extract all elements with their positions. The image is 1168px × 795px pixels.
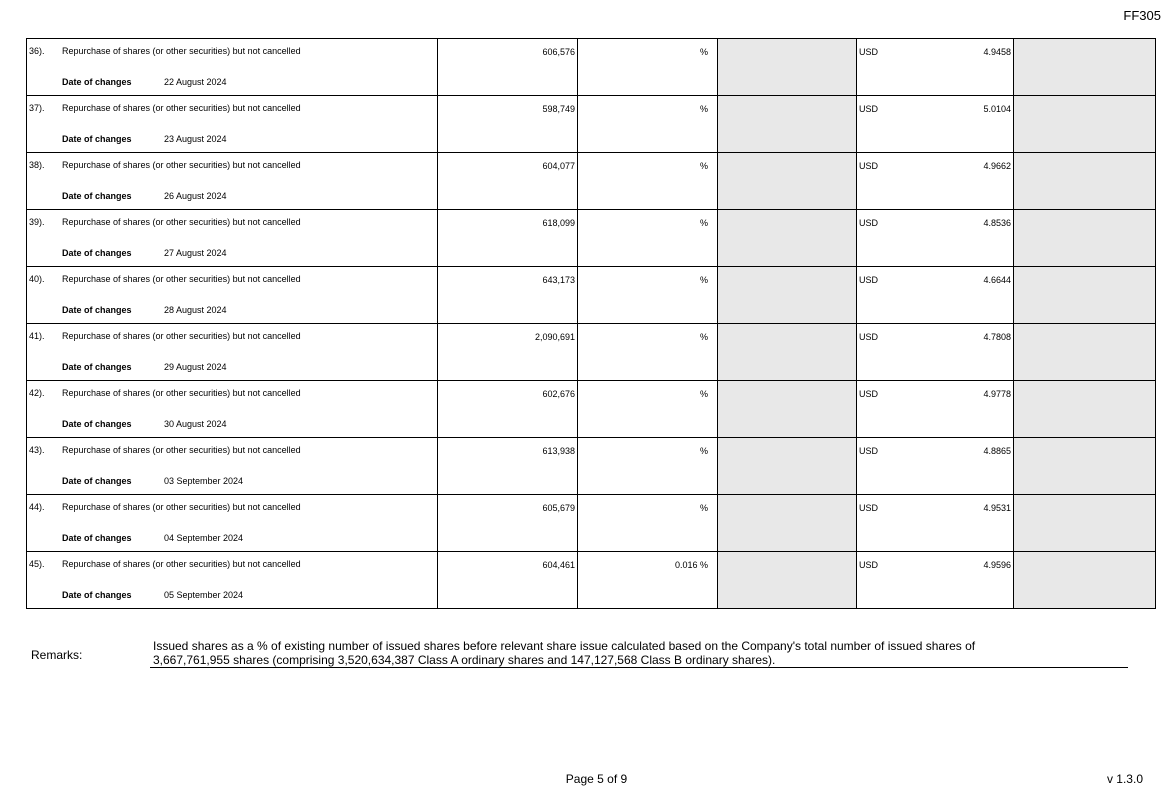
description-cell <box>27 438 438 495</box>
shares-cell <box>438 381 578 438</box>
table-row <box>27 495 1156 552</box>
remarks-line-2: 3,667,761,955 shares (comprising 3,520,634,387 Class A ordinary shares and 147,127,568 Class B ordinary shares). <box>153 653 776 667</box>
description-cell <box>27 324 438 381</box>
table-row <box>27 438 1156 495</box>
table-row <box>27 552 1156 609</box>
shares-cell <box>438 324 578 381</box>
price-cell <box>857 438 1014 495</box>
price-cell <box>857 96 1014 153</box>
change-description: Repurchase of shares (or other securities) but not cancelled <box>62 217 301 227</box>
price-cell <box>857 267 1014 324</box>
remarks-label: Remarks: <box>31 648 83 662</box>
percent-cell <box>578 210 718 267</box>
number-of-shares: 606,576 <box>542 47 575 57</box>
shaded-cell <box>1014 210 1156 267</box>
table-row <box>27 96 1156 153</box>
shaded-cell <box>718 552 857 609</box>
shaded-cell <box>1014 267 1156 324</box>
percent-cell <box>578 438 718 495</box>
form-code: FF305 <box>1123 8 1161 23</box>
shaded-cell <box>718 267 857 324</box>
date-of-changes-label: Date of changes <box>62 77 132 87</box>
shaded-cell <box>1014 552 1156 609</box>
price-cell <box>857 324 1014 381</box>
percent-cell <box>578 96 718 153</box>
currency-code: USD <box>859 275 879 285</box>
price-cell <box>857 210 1014 267</box>
shaded-cell <box>718 39 857 96</box>
percent-of-issued-shares: % <box>699 218 708 228</box>
price-cell <box>857 381 1014 438</box>
percent-of-issued-shares: % <box>699 104 708 114</box>
row-number: 40). <box>29 274 45 284</box>
share-changes-table <box>26 38 1156 609</box>
price-per-share: 4.8865 <box>983 446 1011 456</box>
table-row <box>27 267 1156 324</box>
shares-cell <box>438 96 578 153</box>
date-of-changes-value: 22 August 2024 <box>164 77 227 87</box>
date-of-changes-value: 27 August 2024 <box>164 248 227 258</box>
table-row <box>27 381 1156 438</box>
percent-of-issued-shares: % <box>699 275 708 285</box>
number-of-shares: 613,938 <box>542 446 575 456</box>
percent-of-issued-shares: % <box>699 161 708 171</box>
row-number: 36). <box>29 46 45 56</box>
number-of-shares: 643,173 <box>542 275 575 285</box>
date-of-changes-value: 04 September 2024 <box>164 533 244 543</box>
date-of-changes-label: Date of changes <box>62 191 132 201</box>
table-row <box>27 153 1156 210</box>
percent-cell <box>578 267 718 324</box>
shaded-cell <box>1014 153 1156 210</box>
change-description: Repurchase of shares (or other securities) but not cancelled <box>62 274 301 284</box>
shaded-cell <box>718 324 857 381</box>
price-per-share: 5.0104 <box>983 104 1011 114</box>
shaded-cell <box>718 381 857 438</box>
price-per-share: 4.9778 <box>983 389 1011 399</box>
page-number: Page 5 of 9 <box>565 772 628 786</box>
number-of-shares: 604,461 <box>542 560 575 570</box>
date-of-changes-label: Date of changes <box>62 362 132 372</box>
currency-code: USD <box>859 104 879 114</box>
description-cell <box>27 96 438 153</box>
shares-cell <box>438 495 578 552</box>
number-of-shares: 598,749 <box>542 104 575 114</box>
percent-cell <box>578 495 718 552</box>
currency-code: USD <box>859 47 879 57</box>
shares-cell <box>438 552 578 609</box>
table-row <box>27 210 1156 267</box>
number-of-shares: 2,090,691 <box>534 332 575 342</box>
change-description: Repurchase of shares (or other securities) but not cancelled <box>62 388 301 398</box>
currency-code: USD <box>859 446 879 456</box>
row-number: 38). <box>29 160 45 170</box>
date-of-changes-value: 23 August 2024 <box>164 134 227 144</box>
change-description: Repurchase of shares (or other securities) but not cancelled <box>62 445 301 455</box>
number-of-shares: 602,676 <box>542 389 575 399</box>
change-description: Repurchase of shares (or other securities) but not cancelled <box>62 331 301 341</box>
version-label: v 1.3.0 <box>1106 772 1143 786</box>
percent-cell <box>578 552 718 609</box>
currency-code: USD <box>859 389 879 399</box>
description-cell <box>27 153 438 210</box>
price-per-share: 4.9531 <box>983 503 1011 513</box>
row-number: 41). <box>29 331 45 341</box>
date-of-changes-value: 28 August 2024 <box>164 305 227 315</box>
price-per-share: 4.8536 <box>983 218 1011 228</box>
change-description: Repurchase of shares (or other securities) but not cancelled <box>62 160 301 170</box>
shaded-cell <box>718 96 857 153</box>
percent-cell <box>578 153 718 210</box>
shaded-cell <box>1014 39 1156 96</box>
percent-of-issued-shares: % <box>699 332 708 342</box>
table-body <box>27 39 1156 609</box>
percent-of-issued-shares: % <box>699 47 708 57</box>
description-cell <box>27 210 438 267</box>
shares-cell <box>438 153 578 210</box>
date-of-changes-label: Date of changes <box>62 533 132 543</box>
shaded-cell <box>1014 381 1156 438</box>
date-of-changes-value: 29 August 2024 <box>164 362 227 372</box>
date-of-changes-label: Date of changes <box>62 419 132 429</box>
price-per-share: 4.9458 <box>983 47 1011 57</box>
date-of-changes-value: 30 August 2024 <box>164 419 227 429</box>
date-of-changes-label: Date of changes <box>62 134 132 144</box>
shares-cell <box>438 39 578 96</box>
date-of-changes-label: Date of changes <box>62 305 132 315</box>
row-number: 39). <box>29 217 45 227</box>
date-of-changes-label: Date of changes <box>62 248 132 258</box>
price-per-share: 4.7808 <box>983 332 1011 342</box>
date-of-changes-value: 03 September 2024 <box>164 476 244 486</box>
description-cell <box>27 495 438 552</box>
description-cell <box>27 552 438 609</box>
percent-cell <box>578 324 718 381</box>
price-cell <box>857 552 1014 609</box>
change-description: Repurchase of shares (or other securities) but not cancelled <box>62 46 301 56</box>
date-of-changes-value: 26 August 2024 <box>164 191 227 201</box>
remarks-text <box>150 639 1128 668</box>
table-row <box>27 39 1156 96</box>
shaded-cell <box>718 495 857 552</box>
percent-of-issued-shares: % <box>699 389 708 399</box>
date-of-changes-label: Date of changes <box>62 590 132 600</box>
shares-cell <box>438 267 578 324</box>
number-of-shares: 604,077 <box>542 161 575 171</box>
row-number: 44). <box>29 502 45 512</box>
date-of-changes-label: Date of changes <box>62 476 132 486</box>
row-number: 42). <box>29 388 45 398</box>
number-of-shares: 618,099 <box>542 218 575 228</box>
row-number: 37). <box>29 103 45 113</box>
row-number: 45). <box>29 559 45 569</box>
price-per-share: 4.9662 <box>983 161 1011 171</box>
shaded-cell <box>1014 324 1156 381</box>
shaded-cell <box>718 153 857 210</box>
shares-cell <box>438 438 578 495</box>
percent-of-issued-shares: 0.016 % <box>674 560 708 570</box>
price-per-share: 4.9596 <box>983 560 1011 570</box>
currency-code: USD <box>859 161 879 171</box>
percent-cell <box>578 381 718 438</box>
currency-code: USD <box>859 560 879 570</box>
percent-of-issued-shares: % <box>699 503 708 513</box>
currency-code: USD <box>859 332 879 342</box>
percent-of-issued-shares: % <box>699 446 708 456</box>
remarks-line-1: Issued shares as a % of existing number of issued shares before relevant share issue calculated based on the Company's total number of issued shares of <box>153 639 976 653</box>
shaded-cell <box>718 438 857 495</box>
table-row <box>27 324 1156 381</box>
shaded-cell <box>1014 495 1156 552</box>
change-description: Repurchase of shares (or other securities) but not cancelled <box>62 103 301 113</box>
shaded-cell <box>718 210 857 267</box>
shaded-cell <box>1014 438 1156 495</box>
description-cell <box>27 39 438 96</box>
change-description: Repurchase of shares (or other securities) but not cancelled <box>62 559 301 569</box>
shares-cell <box>438 210 578 267</box>
date-of-changes-value: 05 September 2024 <box>164 590 244 600</box>
description-cell <box>27 267 438 324</box>
description-cell <box>27 381 438 438</box>
price-cell <box>857 495 1014 552</box>
shaded-cell <box>1014 96 1156 153</box>
price-per-share: 4.6644 <box>983 275 1011 285</box>
currency-code: USD <box>859 503 879 513</box>
number-of-shares: 605,679 <box>542 503 575 513</box>
percent-cell <box>578 39 718 96</box>
price-cell <box>857 153 1014 210</box>
change-description: Repurchase of shares (or other securities) but not cancelled <box>62 502 301 512</box>
price-cell <box>857 39 1014 96</box>
row-number: 43). <box>29 445 45 455</box>
currency-code: USD <box>859 218 879 228</box>
